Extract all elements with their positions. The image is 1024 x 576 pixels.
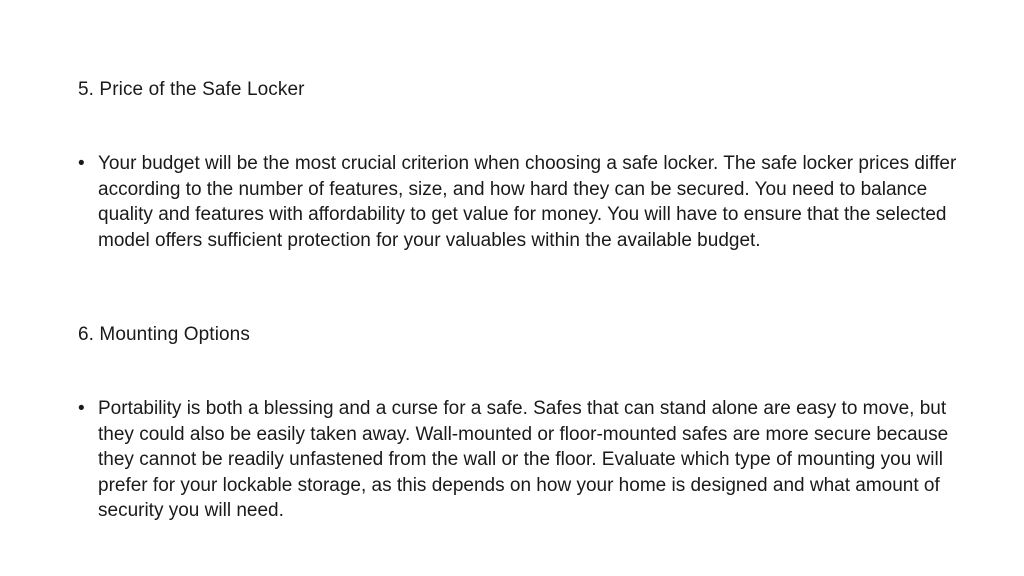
paragraph-text: Your budget will be the most crucial criterion when choosing a safe locker. The safe locker prices differ according to the number of features, size, and how hard they can be secured. You need to balance quality and features with affordability to get value for money. You will have to ensure that the selected model offers sufficient protection for your valuables within the available budget. — [98, 153, 957, 251]
section-heading-mounting: 6. Mounting Options — [78, 324, 250, 345]
bullet-paragraph-mounting — [78, 396, 958, 524]
bullet-icon: • — [78, 153, 85, 174]
bullet-icon: • — [78, 398, 85, 419]
section-heading-price: 5. Price of the Safe Locker — [78, 79, 305, 100]
bullet-paragraph-price — [78, 151, 958, 253]
paragraph-text: Portability is both a blessing and a curse for a safe. Safes that can stand alone are easy to move, but they could also be easily taken away. Wall-mounted or floor-mounted safes are more secure because they cannot be readily unfastened from the wall or the floor. Evaluate which type of mounting you will prefer for your lockable storage, as this depends on how your home is designed and what amount of security you will need. — [98, 398, 949, 521]
